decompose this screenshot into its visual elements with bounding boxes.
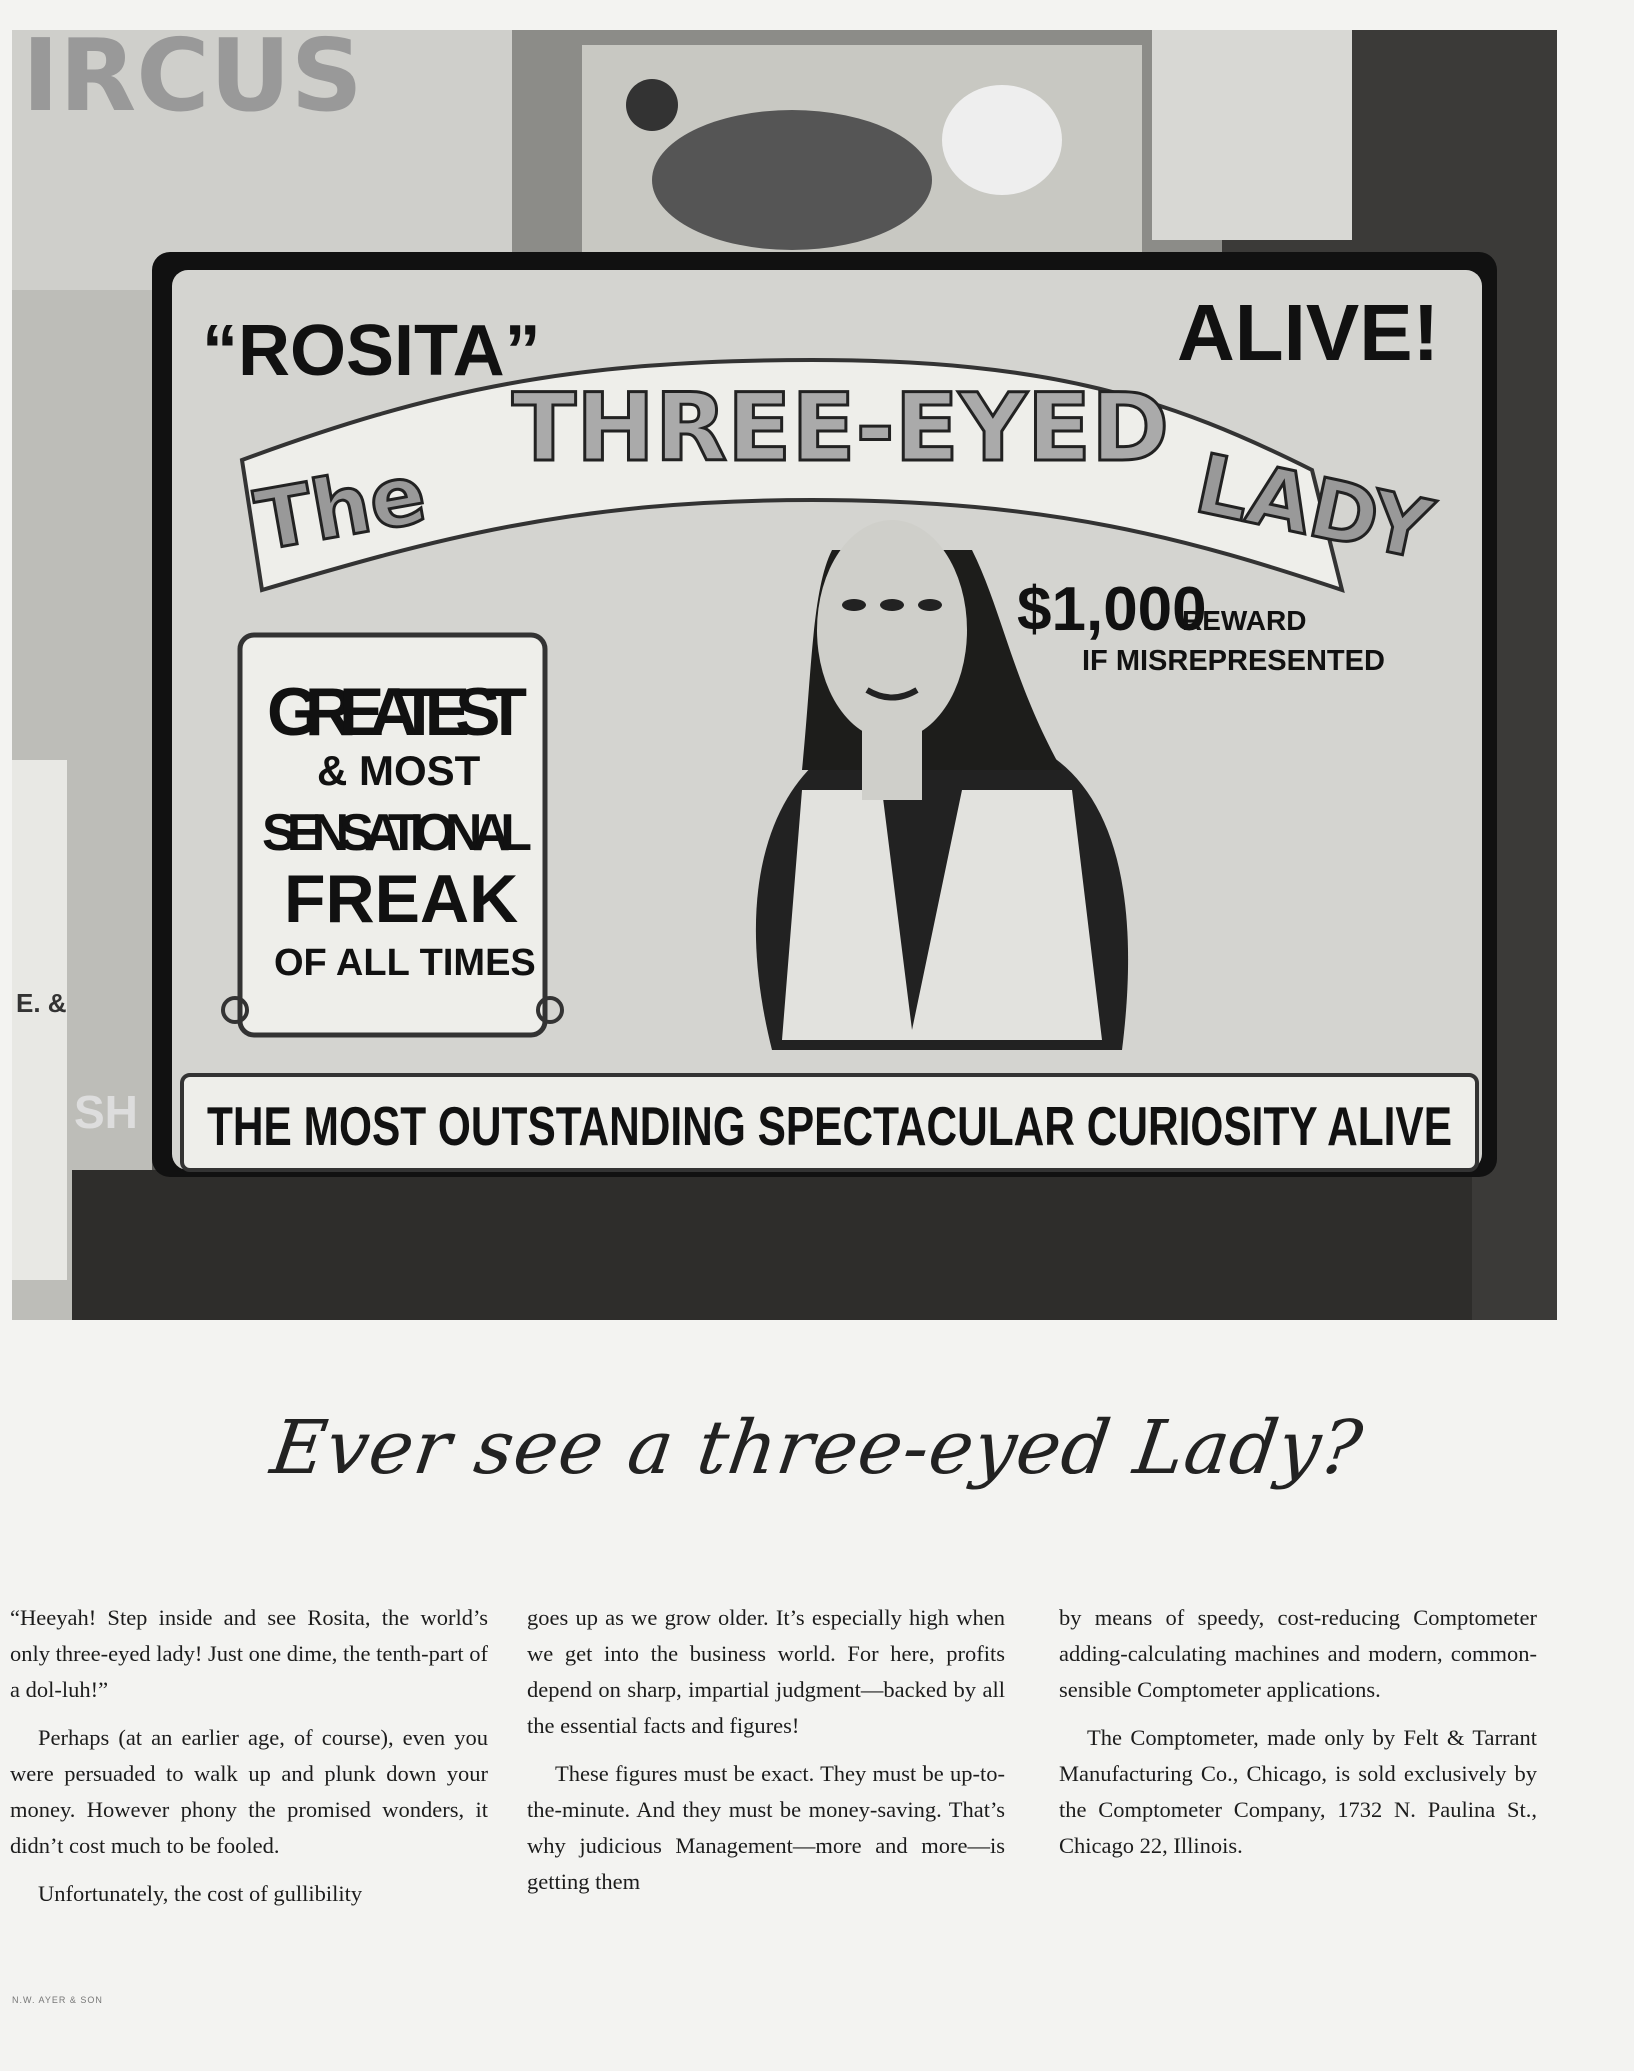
poster-lady: LADY [1187,436,1440,579]
paragraph: by means of speedy, cost-reducing Comptometer adding-calculating machines and modern, common-sensible Comptometer applications. [1059,1605,1537,1702]
paragraph: The Comptometer, made only by Felt & Tarrant Manufacturing Co., Chicago, is sold exclusively by the Comptometer Company, 1732 N. Paulina St., Chicago 22, Illinois. [1059,1725,1537,1858]
paragraph: goes up as we grow older. It’s especially high when we get into the business world. For here, profits depend on sharp, impartial judgment—backed by all the essential facts and figures! [527,1605,1005,1738]
column-3 [1059,1600,1537,1876]
paragraph: These figures must be exact. They must be up-to-the-minute. And they must be money-saving. That’s why judicious Management—more and more—is getting them [527,1761,1005,1894]
left-fragment-e: E. & [16,988,67,1018]
body-copy [10,1600,1550,1960]
poster-the: The [248,446,433,570]
reward-word: REWARD [1182,605,1307,636]
panel-freak: FREAK [284,861,519,937]
paragraph: Perhaps (at an earlier age, of course), even you were persuaded to walk up and plunk down your money. However phony the promised wonders, it didn’t cost much to be fooled. [10,1725,488,1858]
paragraph: “Heeyah! Step inside and see Rosita, the world’s only three-eyed lady! Just one dime, the tenth-part of a dol-luh!” [10,1605,488,1702]
panel-of-all-times: OF ALL TIMES [274,942,536,984]
reward-condition: IF MISREPRESENTED [1082,645,1385,677]
agency-imprint: N.W. AYER & SON [12,1995,103,2005]
poster-alive: ALIVE! [1177,288,1440,377]
poster-banner: THE MOST OUTSTANDING SPECTACULAR CURIOSITY ALIVE [207,1095,1452,1157]
paragraph: Unfortunately, the cost of gullibility [38,1881,363,1906]
left-fragment-sh: SH [74,1086,138,1138]
circus-fragment: IRCUS [22,30,363,134]
column-2 [527,1600,1005,1912]
poster-three-eyed: THREE-EYED [512,374,1170,483]
panel-sensational: SENSATIONAL [262,804,532,862]
headline: Ever see a three-eyed Lady? [265,1405,1369,1491]
poster-rosita: “ROSITA” [202,311,541,391]
panel-and-most: & MOST [317,747,481,794]
billboard-photo [12,30,1557,1320]
column-1 [10,1600,488,1924]
panel-greatest: GREATEST [267,674,527,750]
billboard-illustration [12,30,1557,1320]
reward-amount: $1,000 [1017,575,1207,644]
